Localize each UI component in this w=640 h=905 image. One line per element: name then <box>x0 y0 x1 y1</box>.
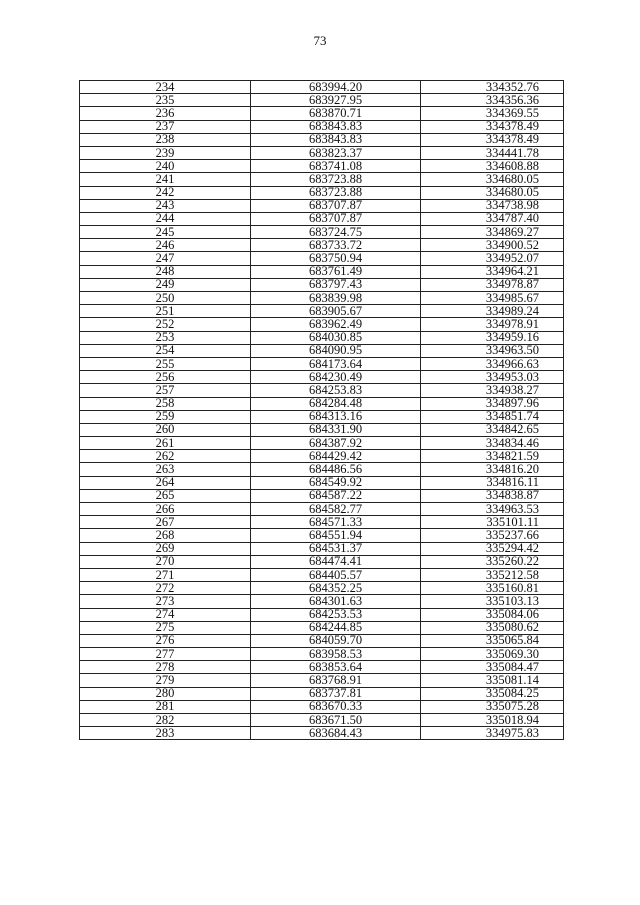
x-coordinate-cell: 684244.85 <box>251 621 421 634</box>
point-number-cell: 265 <box>80 489 251 502</box>
y-coordinate-cell: 334964.21 <box>421 265 564 278</box>
x-coordinate-cell: 684571.33 <box>251 516 421 529</box>
x-coordinate-cell: 684253.83 <box>251 384 421 397</box>
table-row <box>80 120 564 133</box>
x-coordinate-cell: 684253.53 <box>251 608 421 621</box>
x-coordinate-cell: 683905.67 <box>251 305 421 318</box>
point-number-cell: 245 <box>80 226 251 239</box>
x-coordinate-cell: 683797.43 <box>251 278 421 291</box>
point-number-cell: 251 <box>80 305 251 318</box>
table-row <box>80 608 564 621</box>
x-coordinate-cell: 683927.95 <box>251 94 421 107</box>
x-coordinate-cell: 684531.37 <box>251 542 421 555</box>
x-coordinate-cell: 684352.25 <box>251 582 421 595</box>
table-row <box>80 714 564 727</box>
y-coordinate-cell: 334369.55 <box>421 107 564 120</box>
y-coordinate-cell: 334952.07 <box>421 252 564 265</box>
y-coordinate-cell: 334738.98 <box>421 199 564 212</box>
table-row <box>80 318 564 331</box>
y-coordinate-cell: 334959.16 <box>421 331 564 344</box>
point-number-cell: 257 <box>80 384 251 397</box>
table-row <box>80 357 564 370</box>
y-coordinate-cell: 334816.11 <box>421 476 564 489</box>
x-coordinate-cell: 683870.71 <box>251 107 421 120</box>
table-row <box>80 278 564 291</box>
x-coordinate-cell: 684090.95 <box>251 344 421 357</box>
table-row <box>80 397 564 410</box>
table-row <box>80 674 564 687</box>
table-row <box>80 463 564 476</box>
x-coordinate-cell: 683962.49 <box>251 318 421 331</box>
y-coordinate-cell: 334834.46 <box>421 437 564 450</box>
point-number-cell: 238 <box>80 133 251 146</box>
y-coordinate-cell: 335081.14 <box>421 674 564 687</box>
table-row <box>80 555 564 568</box>
x-coordinate-cell: 684429.42 <box>251 450 421 463</box>
table-row <box>80 423 564 436</box>
table-row <box>80 687 564 700</box>
table-row <box>80 239 564 252</box>
table-row <box>80 582 564 595</box>
point-number-cell: 248 <box>80 265 251 278</box>
y-coordinate-cell: 334838.87 <box>421 489 564 502</box>
x-coordinate-cell: 683843.83 <box>251 133 421 146</box>
point-number-cell: 241 <box>80 173 251 186</box>
point-number-cell: 250 <box>80 292 251 305</box>
y-coordinate-cell: 335160.81 <box>421 582 564 595</box>
point-number-cell: 266 <box>80 503 251 516</box>
table-row <box>80 186 564 199</box>
x-coordinate-cell: 684301.63 <box>251 595 421 608</box>
y-coordinate-cell: 334680.05 <box>421 173 564 186</box>
x-coordinate-cell: 684486.56 <box>251 463 421 476</box>
table-row <box>80 621 564 634</box>
y-coordinate-cell: 335294.42 <box>421 542 564 555</box>
point-number-cell: 258 <box>80 397 251 410</box>
point-number-cell: 259 <box>80 410 251 423</box>
y-coordinate-cell: 335103.13 <box>421 595 564 608</box>
y-coordinate-cell: 334851.74 <box>421 410 564 423</box>
point-number-cell: 246 <box>80 239 251 252</box>
point-number-cell: 253 <box>80 331 251 344</box>
x-coordinate-cell: 683723.88 <box>251 186 421 199</box>
point-number-cell: 271 <box>80 568 251 581</box>
y-coordinate-cell: 335260.22 <box>421 555 564 568</box>
y-coordinate-cell: 334953.03 <box>421 371 564 384</box>
x-coordinate-cell: 684030.85 <box>251 331 421 344</box>
point-number-cell: 254 <box>80 344 251 357</box>
page-number: 73 <box>313 33 327 48</box>
table-row <box>80 212 564 225</box>
x-coordinate-cell: 684582.77 <box>251 503 421 516</box>
table-row <box>80 410 564 423</box>
point-number-cell: 239 <box>80 146 251 159</box>
point-number-cell: 268 <box>80 529 251 542</box>
y-coordinate-cell: 335069.30 <box>421 648 564 661</box>
table-row <box>80 371 564 384</box>
point-number-cell: 240 <box>80 160 251 173</box>
point-number-cell: 283 <box>80 727 251 740</box>
table-row <box>80 542 564 555</box>
point-number-cell: 267 <box>80 516 251 529</box>
point-number-cell: 276 <box>80 634 251 647</box>
point-number-cell: 255 <box>80 357 251 370</box>
y-coordinate-cell: 335101.11 <box>421 516 564 529</box>
x-coordinate-cell: 683761.49 <box>251 265 421 278</box>
table-row <box>80 700 564 713</box>
x-coordinate-cell: 683733.72 <box>251 239 421 252</box>
table-row <box>80 516 564 529</box>
coordinates-table-body <box>80 81 564 740</box>
point-number-cell: 261 <box>80 437 251 450</box>
x-coordinate-cell: 684059.70 <box>251 634 421 647</box>
y-coordinate-cell: 334966.63 <box>421 357 564 370</box>
table-row <box>80 133 564 146</box>
table-row <box>80 107 564 120</box>
point-number-cell: 282 <box>80 714 251 727</box>
y-coordinate-cell: 335084.47 <box>421 661 564 674</box>
x-coordinate-cell: 684313.16 <box>251 410 421 423</box>
point-number-cell: 243 <box>80 199 251 212</box>
x-coordinate-cell: 683724.75 <box>251 226 421 239</box>
point-number-cell: 273 <box>80 595 251 608</box>
table-row <box>80 94 564 107</box>
y-coordinate-cell: 334897.96 <box>421 397 564 410</box>
y-coordinate-cell: 334985.67 <box>421 292 564 305</box>
table-row <box>80 476 564 489</box>
point-number-cell: 244 <box>80 212 251 225</box>
table-row <box>80 529 564 542</box>
table-row <box>80 568 564 581</box>
y-coordinate-cell: 335084.25 <box>421 687 564 700</box>
table-row <box>80 160 564 173</box>
point-number-cell: 279 <box>80 674 251 687</box>
y-coordinate-cell: 335237.66 <box>421 529 564 542</box>
y-coordinate-cell: 335080.62 <box>421 621 564 634</box>
point-number-cell: 234 <box>80 81 251 94</box>
x-coordinate-cell: 684387.92 <box>251 437 421 450</box>
x-coordinate-cell: 683707.87 <box>251 212 421 225</box>
table-row <box>80 489 564 502</box>
y-coordinate-cell: 334978.91 <box>421 318 564 331</box>
point-number-cell: 249 <box>80 278 251 291</box>
y-coordinate-cell: 334989.24 <box>421 305 564 318</box>
table-row <box>80 265 564 278</box>
y-coordinate-cell: 335065.84 <box>421 634 564 647</box>
x-coordinate-cell: 683684.43 <box>251 727 421 740</box>
x-coordinate-cell: 683823.37 <box>251 146 421 159</box>
point-number-cell: 269 <box>80 542 251 555</box>
table-row <box>80 450 564 463</box>
x-coordinate-cell: 684284.48 <box>251 397 421 410</box>
point-number-cell: 280 <box>80 687 251 700</box>
y-coordinate-cell: 334900.52 <box>421 239 564 252</box>
x-coordinate-cell: 684173.64 <box>251 357 421 370</box>
x-coordinate-cell: 683707.87 <box>251 199 421 212</box>
point-number-cell: 260 <box>80 423 251 436</box>
point-number-cell: 264 <box>80 476 251 489</box>
coordinates-table <box>79 80 564 740</box>
table-row <box>80 81 564 94</box>
table-row <box>80 305 564 318</box>
y-coordinate-cell: 335212.58 <box>421 568 564 581</box>
y-coordinate-cell: 334608.88 <box>421 160 564 173</box>
table-row <box>80 173 564 186</box>
x-coordinate-cell: 683737.81 <box>251 687 421 700</box>
table-row <box>80 226 564 239</box>
table-row <box>80 292 564 305</box>
x-coordinate-cell: 683853.64 <box>251 661 421 674</box>
table-row <box>80 252 564 265</box>
x-coordinate-cell: 684331.90 <box>251 423 421 436</box>
point-number-cell: 274 <box>80 608 251 621</box>
table-row <box>80 503 564 516</box>
table-row <box>80 634 564 647</box>
x-coordinate-cell: 683741.08 <box>251 160 421 173</box>
point-number-cell: 237 <box>80 120 251 133</box>
y-coordinate-cell: 335018.94 <box>421 714 564 727</box>
x-coordinate-cell: 683671.50 <box>251 714 421 727</box>
y-coordinate-cell: 334352.76 <box>421 81 564 94</box>
x-coordinate-cell: 683723.88 <box>251 173 421 186</box>
point-number-cell: 275 <box>80 621 251 634</box>
table-row <box>80 595 564 608</box>
table-row <box>80 437 564 450</box>
x-coordinate-cell: 683994.20 <box>251 81 421 94</box>
y-coordinate-cell: 334938.27 <box>421 384 564 397</box>
point-number-cell: 278 <box>80 661 251 674</box>
point-number-cell: 247 <box>80 252 251 265</box>
x-coordinate-cell: 684230.49 <box>251 371 421 384</box>
y-coordinate-cell: 335084.06 <box>421 608 564 621</box>
x-coordinate-cell: 683958.53 <box>251 648 421 661</box>
y-coordinate-cell: 334441.78 <box>421 146 564 159</box>
y-coordinate-cell: 334978.87 <box>421 278 564 291</box>
table-row <box>80 384 564 397</box>
point-number-cell: 277 <box>80 648 251 661</box>
point-number-cell: 263 <box>80 463 251 476</box>
x-coordinate-cell: 684549.92 <box>251 476 421 489</box>
table-row <box>80 727 564 740</box>
y-coordinate-cell: 334975.83 <box>421 727 564 740</box>
y-coordinate-cell: 334378.49 <box>421 133 564 146</box>
x-coordinate-cell: 683839.98 <box>251 292 421 305</box>
y-coordinate-cell: 334963.50 <box>421 344 564 357</box>
point-number-cell: 256 <box>80 371 251 384</box>
point-number-cell: 235 <box>80 94 251 107</box>
y-coordinate-cell: 334356.36 <box>421 94 564 107</box>
table-row <box>80 344 564 357</box>
x-coordinate-cell: 683843.83 <box>251 120 421 133</box>
y-coordinate-cell: 334680.05 <box>421 186 564 199</box>
point-number-cell: 242 <box>80 186 251 199</box>
point-number-cell: 270 <box>80 555 251 568</box>
table-row <box>80 331 564 344</box>
x-coordinate-cell: 684405.57 <box>251 568 421 581</box>
y-coordinate-cell: 334821.59 <box>421 450 564 463</box>
point-number-cell: 272 <box>80 582 251 595</box>
table-row <box>80 146 564 159</box>
y-coordinate-cell: 334869.27 <box>421 226 564 239</box>
y-coordinate-cell: 334378.49 <box>421 120 564 133</box>
y-coordinate-cell: 334963.53 <box>421 503 564 516</box>
x-coordinate-cell: 684474.41 <box>251 555 421 568</box>
point-number-cell: 236 <box>80 107 251 120</box>
x-coordinate-cell: 684587.22 <box>251 489 421 502</box>
x-coordinate-cell: 683670.33 <box>251 700 421 713</box>
point-number-cell: 281 <box>80 700 251 713</box>
x-coordinate-cell: 683768.91 <box>251 674 421 687</box>
y-coordinate-cell: 334816.20 <box>421 463 564 476</box>
point-number-cell: 262 <box>80 450 251 463</box>
table-row <box>80 199 564 212</box>
y-coordinate-cell: 335075.28 <box>421 700 564 713</box>
table-row <box>80 648 564 661</box>
y-coordinate-cell: 334842.65 <box>421 423 564 436</box>
x-coordinate-cell: 683750.94 <box>251 252 421 265</box>
x-coordinate-cell: 684551.94 <box>251 529 421 542</box>
y-coordinate-cell: 334787.40 <box>421 212 564 225</box>
point-number-cell: 252 <box>80 318 251 331</box>
table-row <box>80 661 564 674</box>
